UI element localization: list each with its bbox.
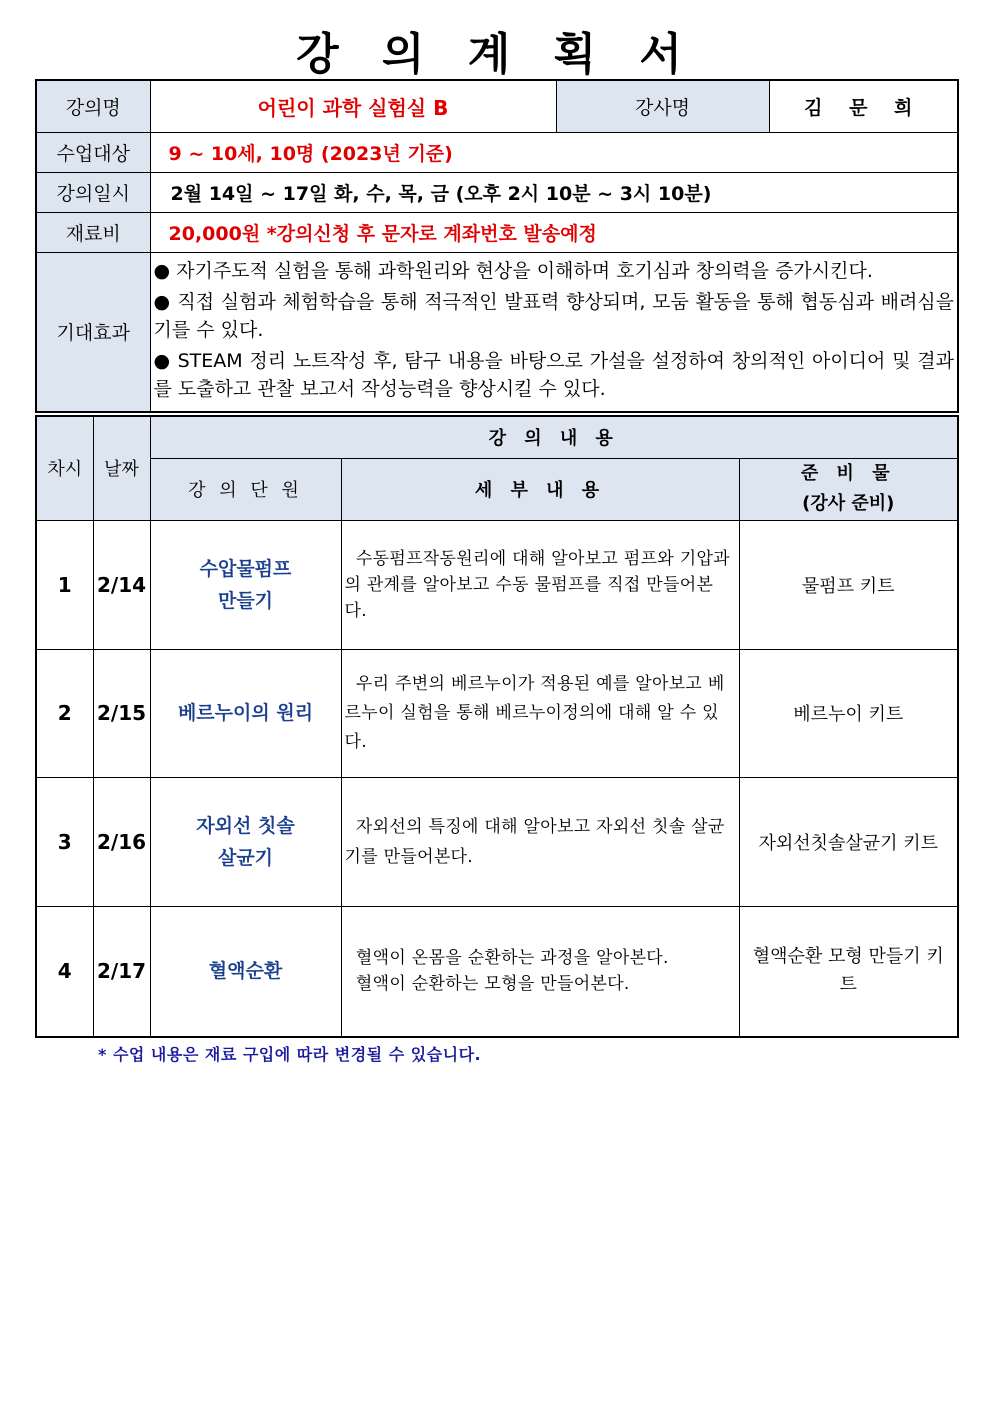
course-name-label: 강의명 xyxy=(36,80,150,132)
effect-item: ● 직접 실험과 체험학습을 통해 적극적인 발표력 향상되며, 모둠 활동을 통해 협동심과 배려심을 기를 수 있다. xyxy=(153,291,954,342)
session-number: 2 xyxy=(36,649,93,777)
fee-value: 20,000원 *강의신청 후 문자로 계좌번호 발송예정 xyxy=(150,212,958,252)
unit-title xyxy=(150,649,341,777)
session-number: 4 xyxy=(36,906,93,1037)
course-name-value: 어린이 과학 실험실 B xyxy=(150,80,556,132)
session-header: 차시 xyxy=(36,416,93,520)
table-row xyxy=(36,649,958,777)
effects-list xyxy=(150,252,958,412)
unit-title xyxy=(150,777,341,906)
date-header: 날짜 xyxy=(93,416,150,520)
unit-detail: 자외선의 특징에 대해 알아보고 자외선 칫솔 살균기를 만들어본다. xyxy=(341,777,739,906)
unit-title-line: 살균기 xyxy=(217,846,274,869)
fee-label: 재료비 xyxy=(36,212,150,252)
unit-materials: 혈액순환 모형 만들기 키트 xyxy=(739,906,958,1037)
target-value: 9 ~ 10세, 10명 (2023년 기준) xyxy=(150,132,958,172)
session-date: 2/15 xyxy=(93,649,150,777)
unit-title xyxy=(150,520,341,649)
detail-header: 세 부 내 용 xyxy=(341,458,739,520)
unit-title-line: 혈액순환 xyxy=(208,960,283,983)
unit-title-line: 만들기 xyxy=(217,589,274,612)
unit-detail: 우리 주변의 베르누이가 적용된 예를 알아보고 베르누이 실험을 통해 베르누이정의에 대해 알 수 있다. xyxy=(341,649,739,777)
session-date: 2/17 xyxy=(93,906,150,1037)
session-date: 2/14 xyxy=(93,520,150,649)
session-number: 1 xyxy=(36,520,93,649)
unit-materials: 물펌프 키트 xyxy=(739,520,958,649)
session-number: 3 xyxy=(36,777,93,906)
effect-item: ● STEAM 정리 노트작성 후, 탐구 내용을 바탕으로 가설을 설정하여 창의적인 아이디어 및 결과를 도출하고 관찰 보고서 작성능력을 향상시킬 수 있다. xyxy=(153,350,954,401)
schedule-value: 2월 14일 ~ 17일 화, 수, 목, 금 (오후 2시 10분 ~ 3시 10분) xyxy=(150,172,958,212)
unit-header: 강 의 단 원 xyxy=(150,458,341,520)
instructor-label: 강사명 xyxy=(556,80,769,132)
table-row xyxy=(36,520,958,649)
session-date: 2/16 xyxy=(93,777,150,906)
table-row xyxy=(36,777,958,906)
content-header: 강 의 내 용 xyxy=(150,416,958,458)
course-info-table xyxy=(35,79,959,413)
unit-title-line: 수압물펌프 xyxy=(199,557,292,580)
unit-title-line: 자외선 칫솔 xyxy=(196,814,295,837)
unit-materials: 베르누이 키트 xyxy=(739,649,958,777)
materials-header-line1: 준 비 물 xyxy=(800,463,896,484)
effect-item: ● 자기주도적 실험을 통해 과학원리와 현상을 이해하며 호기심과 창의력을 증가시킨다. xyxy=(153,260,873,283)
schedule-label: 강의일시 xyxy=(36,172,150,212)
unit-title-line: 베르누이의 원리 xyxy=(177,702,314,724)
target-label: 수업대상 xyxy=(36,132,150,172)
unit-detail: 수동펌프작동원리에 대해 알아보고 펌프와 기압과의 관계를 알아보고 수동 물펌프를 직접 만들어본다. xyxy=(341,520,739,649)
table-row xyxy=(36,906,958,1037)
materials-header xyxy=(739,458,958,520)
document-title: 강 의 계 획 서 xyxy=(296,29,696,80)
lecture-plan-table xyxy=(35,415,959,1038)
unit-title xyxy=(150,906,341,1037)
instructor-name: 김 문 희 xyxy=(769,80,958,132)
materials-header-line2: (강사 준비) xyxy=(802,493,895,514)
footnote: * 수업 내용은 재료 구입에 따라 변경될 수 있습니다. xyxy=(98,1045,482,1064)
effects-label: 기대효과 xyxy=(36,252,150,412)
unit-detail: 혈액이 온몸을 순환하는 과정을 알아본다. 혈액이 순환하는 모형을 만들어본다. xyxy=(341,906,739,1037)
unit-materials: 자외선칫솔살균기 키트 xyxy=(739,777,958,906)
